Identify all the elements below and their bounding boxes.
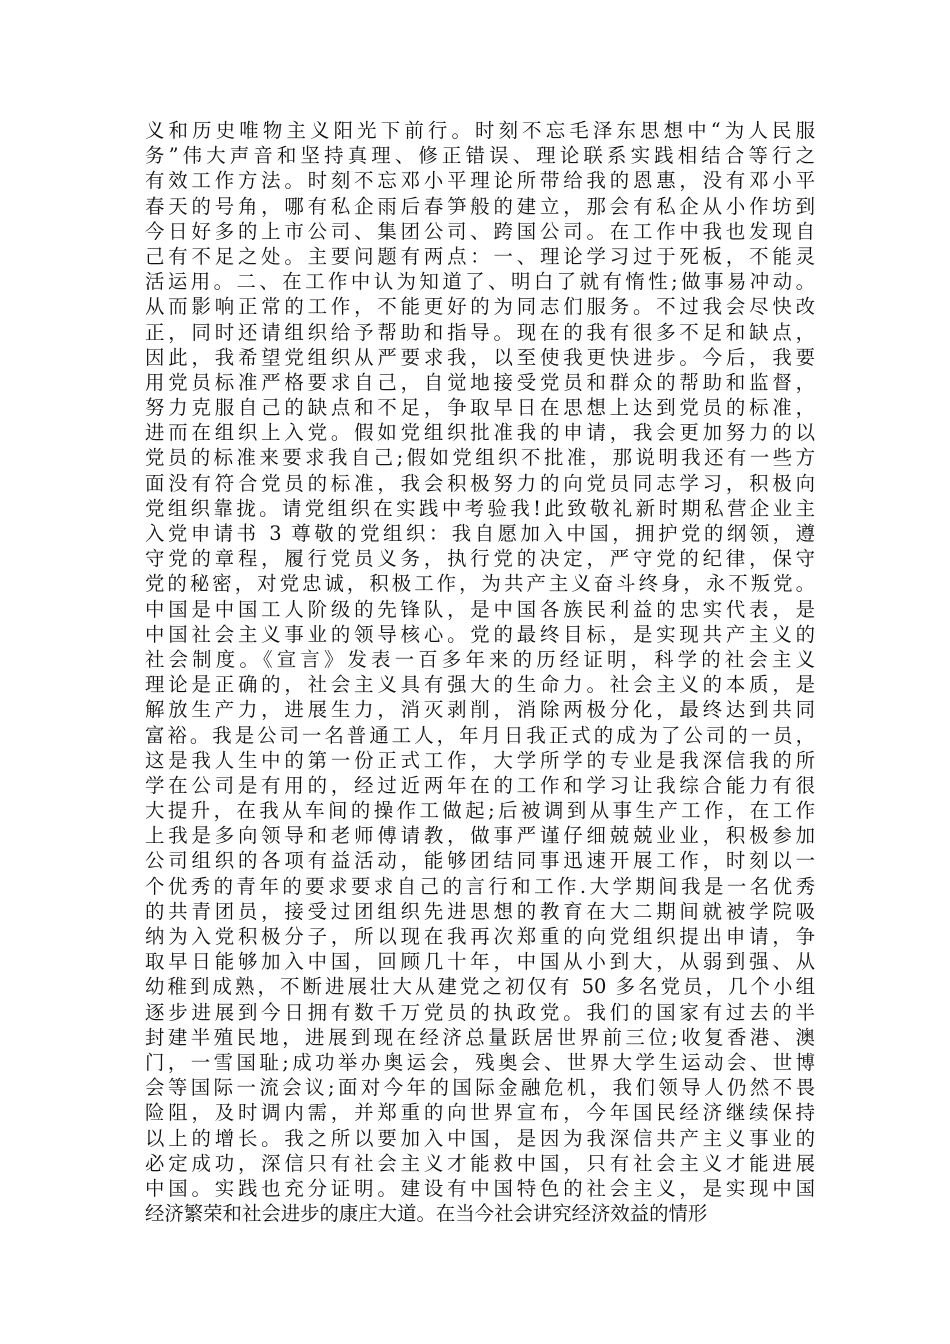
text-line: 务”伟大声音和坚持真理、修正错误、理论联系实践相结合等行之 [145, 144, 815, 168]
text-line: 门，一雪国耻;成功举办奥运会，残奥会、世界大学生运动会、世博 [145, 1050, 815, 1074]
text-line: 进而在组织上入党。假如党组织批准我的申请，我会更加努力的以 [145, 421, 815, 445]
text-line: 公司组织的各项有益活动，能够团结同事迅速开展工作，时刻以一 [145, 849, 815, 873]
text-line: 纳为入党积极分子，所以现在我再次郑重的向党组织提出申请，争 [145, 925, 815, 948]
text-line: 因此，我希望党组织从严要求我，以至使我更快进步。今后，我要 [145, 345, 815, 369]
text-line: 逐步进展到今日拥有数千万党员的执政党。我们的国家有过去的半 [145, 1000, 815, 1024]
text-line: 个优秀的青年的要求要求自己的言行和工作.大学期间我是一名优秀 [145, 874, 815, 898]
text-line: 险阻，及时调内需，并郑重的向世界宣布，今年国民经济继续保持 [145, 1101, 815, 1125]
text-line: 党组织靠拢。请党组织在实践中考验我!此致敬礼新时期私营企业主 [145, 496, 815, 520]
text-line: 会等国际一流会议;面对今年的国际金融危机，我们领导人仍然不畏 [145, 1076, 815, 1100]
text-line: 努力克服自己的缺点和不足，争取早日在思想上达到党员的标准， [145, 396, 815, 420]
text-line: 春天的号角，哪有私企雨后春笋般的建立，那会有私企从小作坊到 [145, 194, 815, 218]
text-line: 己有不足之处。主要问题有两点：一、理论学习过于死板，不能灵 [145, 244, 815, 268]
text-line: 中国。实践也充分证明。建设有中国特色的社会主义，是实现中国 [145, 1176, 815, 1200]
text-line: 守党的章程，履行党员义务，执行党的决定，严守党的纪律，保守 [145, 547, 815, 571]
text-line: 学在公司是有用的，经过近两年在的工作和学习让我综合能力有很 [145, 773, 815, 797]
text-line: 中国是中国工人阶级的先锋队，是中国各族民利益的忠实代表，是 [145, 597, 815, 621]
text-line: 幼稚到成熟，不断进展壮大从建党之初仅有 50 多名党员，几个小组 [145, 975, 815, 999]
text-line: 社会制度。《宣言》发表一百多年来的历经证明，科学的社会主义 [145, 647, 815, 671]
body-text [145, 118, 815, 1226]
text-line: 从而影响正常的工作，不能更好的为同志们服务。不过我会尽快改 [145, 295, 815, 319]
text-line: 富裕。我是公司一名普通工人，年月日我正式的成为了公司的一员， [145, 723, 815, 747]
text-line: 必定成功，深信只有社会主义才能救中国，只有社会主义才能进展 [145, 1151, 815, 1175]
text-line: 封建半殖民地，进展到现在经济总量跃居世界前三位;收复香港、澳 [145, 1025, 815, 1049]
text-line: 上我是多向领导和老师傅请教，做事严谨仔细兢兢业业，积极参加 [145, 824, 815, 848]
text-line: 以上的增长。我之所以要加入中国，是因为我深信共产主义事业的 [145, 1126, 815, 1150]
text-line: 入党申请书 3 尊敬的党组织：我自愿加入中国，拥护党的纲领，遵 [145, 522, 815, 545]
text-line: 用党员标准严格要求自己，自觉地接受党员和群众的帮助和监督， [145, 370, 815, 394]
text-line: 义和历史唯物主义阳光下前行。时刻不忘毛泽东思想中“为人民服 [145, 119, 815, 142]
text-line: 中国社会主义事业的领导核心。党的最终目标，是实现共产主义的 [145, 622, 815, 646]
text-line: 解放生产力，进展生力，消灭剥削，消除两极分化，最终达到共同 [145, 698, 815, 722]
text-line: 正，同时还请组织给予帮助和指导。现在的我有很多不足和缺点， [145, 320, 815, 344]
text-line: 这是我人生中的第一份正式工作，大学所学的专业是我深信我的所 [145, 748, 815, 772]
text-line: 面没有符合党员的标准，我会积极努力的向党员同志学习，积极向 [145, 471, 815, 495]
text-line: 理论是正确的，社会主义具有强大的生命力。社会主义的本质，是 [145, 673, 815, 697]
text-line: 活运用。二、在工作中认为知道了、明白了就有惰性;做事易冲动。 [145, 270, 815, 294]
text-line: 大提升，在我从车间的操作工做起;后被调到从事生产工作，在工作 [145, 799, 815, 823]
text-line: 取早日能够加入中国，回顾几十年，中国从小到大，从弱到强、从 [145, 950, 815, 974]
text-line: 党员的标准来要求我自己;假如党组织不批准，那说明我还有一些方 [145, 446, 815, 470]
text-line: 今日好多的上市公司、集团公司、跨国公司。在工作中我也发现自 [145, 219, 815, 243]
text-line: 经济繁荣和社会进步的康庄大道。在当今社会讲究经济效益的情形 [145, 1202, 708, 1226]
text-line: 有效工作方法。时刻不忘邓小平理论所带给我的恩惠，没有邓小平 [145, 169, 815, 193]
text-line: 的共青团员，接受过团组织先进思想的教育在大二期间就被学院吸 [145, 899, 815, 923]
text-line: 党的秘密，对党忠诚，积极工作，为共产主义奋斗终身，永不叛党。 [145, 572, 815, 596]
